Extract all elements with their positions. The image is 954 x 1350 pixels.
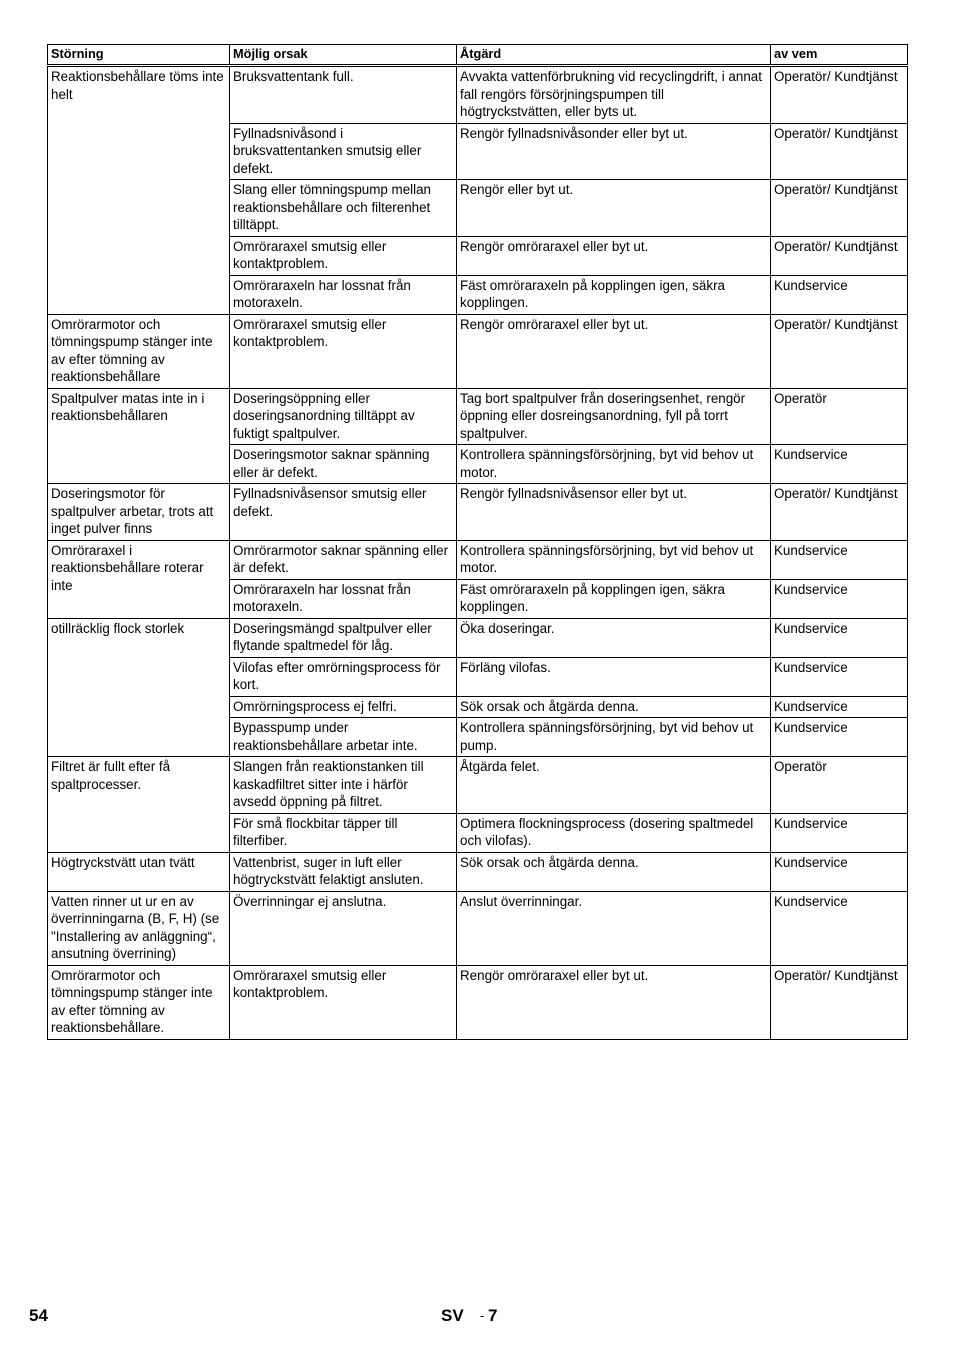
cause-cell: Omrörarmotor saknar spänning eller är defekt. xyxy=(230,540,457,579)
table-header-row xyxy=(48,45,908,66)
fault-cell: Filtret är fullt efter få spaltprocesser. xyxy=(48,757,230,853)
language-code: SV xyxy=(441,1306,464,1325)
fault-cell: Doseringsmotor för spaltpulver arbetar, trots att inget pulver finns xyxy=(48,484,230,541)
cause-cell: Fyllnadsnivåsensor smutsig eller defekt. xyxy=(230,484,457,541)
cause-cell: Vattenbrist, suger in luft eller högtryckstvätt felaktigt ansluten. xyxy=(230,852,457,891)
table-row xyxy=(48,891,908,965)
fault-cell: Spaltpulver matas inte in i reaktionsbehållaren xyxy=(48,388,230,484)
remedy-cell: Kontrollera spänningsförsörjning, byt vid behov ut motor. xyxy=(457,445,771,484)
by-whom-cell: Kundservice xyxy=(771,579,908,618)
cause-cell: Fyllnadsnivåsond i bruksvattentanken smutsig eller defekt. xyxy=(230,123,457,180)
cause-cell: Omrörningsprocess ej felfri. xyxy=(230,696,457,718)
header-fault: Störning xyxy=(48,45,230,66)
by-whom-cell: Kundservice xyxy=(771,696,908,718)
remedy-cell: Fäst omröraraxeln på kopplingen igen, säkra kopplingen. xyxy=(457,579,771,618)
cause-cell: Bypasspump under reaktionsbehållare arbetar inte. xyxy=(230,718,457,757)
cause-cell: För små flockbitar täpper till filterfiber. xyxy=(230,813,457,852)
table-row xyxy=(48,965,908,1039)
remedy-cell: Sök orsak och åtgärda denna. xyxy=(457,852,771,891)
table-row xyxy=(48,618,908,657)
remedy-cell: Sök orsak och åtgärda denna. xyxy=(457,696,771,718)
cause-cell: Omröraraxel smutsig eller kontaktproblem. xyxy=(230,236,457,275)
remedy-cell: Rengör fyllnadsnivåsensor eller byt ut. xyxy=(457,484,771,541)
by-whom-cell: Operatör/ Kundtjänst xyxy=(771,180,908,237)
remedy-cell: Rengör fyllnadsnivåsonder eller byt ut. xyxy=(457,123,771,180)
fault-cell: Högtryckstvätt utan tvätt xyxy=(48,852,230,891)
section-page-number: 7 xyxy=(488,1306,498,1325)
cause-cell: Överrinningar ej anslutna. xyxy=(230,891,457,965)
remedy-cell: Kontrollera spänningsförsörjning, byt vid behov ut motor. xyxy=(457,540,771,579)
page-number: 54 xyxy=(29,1306,48,1325)
cause-cell: Slang eller tömningspump mellan reaktionsbehållare och filterenhet tilltäppt. xyxy=(230,180,457,237)
fault-cell: otillräcklig flock storlek xyxy=(48,618,230,757)
troubleshooting-table xyxy=(47,44,908,1040)
cause-cell: Omröraraxeln har lossnat från motoraxeln. xyxy=(230,275,457,314)
by-whom-cell: Kundservice xyxy=(771,891,908,965)
header-cause: Möjlig orsak xyxy=(230,45,457,66)
remedy-cell: Tag bort spaltpulver från doseringsenhet, rengör öppning eller dosreingsanordning, fyll på torrt spaltpulver. xyxy=(457,388,771,445)
by-whom-cell: Operatör/ Kundtjänst xyxy=(771,236,908,275)
remedy-cell: Förläng vilofas. xyxy=(457,657,771,696)
cause-cell: Bruksvattentank full. xyxy=(230,66,457,124)
by-whom-cell: Operatör xyxy=(771,388,908,445)
by-whom-cell: Operatör/ Kundtjänst xyxy=(771,484,908,541)
fault-cell: Omröraraxel i reaktionsbehållare roterar inte xyxy=(48,540,230,618)
by-whom-cell: Kundservice xyxy=(771,813,908,852)
cause-cell: Omröraraxel smutsig eller kontaktproblem. xyxy=(230,314,457,388)
table-row xyxy=(48,66,908,124)
table-row xyxy=(48,757,908,814)
remedy-cell: Anslut överrinningar. xyxy=(457,891,771,965)
table-row xyxy=(48,484,908,541)
by-whom-cell: Kundservice xyxy=(771,852,908,891)
by-whom-cell: Kundservice xyxy=(771,540,908,579)
by-whom-cell: Operatör/ Kundtjänst xyxy=(771,123,908,180)
remedy-cell: Rengör omröraraxel eller byt ut. xyxy=(457,236,771,275)
cause-cell: Slangen från reaktionstanken till kaskadfiltret sitter inte i härför avsedd öppning på filtret. xyxy=(230,757,457,814)
by-whom-cell: Operatör/ Kundtjänst xyxy=(771,314,908,388)
remedy-cell: Fäst omröraraxeln på kopplingen igen, säkra kopplingen. xyxy=(457,275,771,314)
remedy-cell: Avvakta vattenförbrukning vid recyclingdrift, i annat fall rengörs försörjningspumpen till högtryckstvätten, eller byts ut. xyxy=(457,66,771,124)
table-row xyxy=(48,388,908,445)
by-whom-cell: Kundservice xyxy=(771,275,908,314)
remedy-cell: Rengör omröraraxel eller byt ut. xyxy=(457,314,771,388)
header-by-whom: av vem xyxy=(771,45,908,66)
cause-cell: Doseringsmotor saknar spänning eller är defekt. xyxy=(230,445,457,484)
table-row xyxy=(48,852,908,891)
header-remedy: Åtgärd xyxy=(457,45,771,66)
fault-cell: Reaktionsbehållare töms inte helt xyxy=(48,66,230,315)
by-whom-cell: Kundservice xyxy=(771,618,908,657)
remedy-cell: Kontrollera spänningsförsörjning, byt vid behov ut pump. xyxy=(457,718,771,757)
fault-cell: Omrörarmotor och tömningspump stänger inte av efter tömning av reaktionsbehållare. xyxy=(48,965,230,1039)
by-whom-cell: Operatör/ Kundtjänst xyxy=(771,965,908,1039)
by-whom-cell: Kundservice xyxy=(771,718,908,757)
cause-cell: Doseringsöppning eller doseringsanordning tilltäppt av fuktigt spaltpulver. xyxy=(230,388,457,445)
remedy-cell: Optimera flockningsprocess (dosering spaltmedel och vilofas). xyxy=(457,813,771,852)
footer-separator: - xyxy=(480,1308,485,1323)
table-body xyxy=(48,66,908,1040)
remedy-cell: Åtgärda felet. xyxy=(457,757,771,814)
by-whom-cell: Kundservice xyxy=(771,657,908,696)
remedy-cell: Rengör omröraraxel eller byt ut. xyxy=(457,965,771,1039)
fault-cell: Omrörarmotor och tömningspump stänger inte av efter tömning av reaktionsbehållare xyxy=(48,314,230,388)
fault-cell: Vatten rinner ut ur en av överrinningarna (B, F, H) (se "Installering av anläggning“, ansutning överrining) xyxy=(48,891,230,965)
by-whom-cell: Operatör xyxy=(771,757,908,814)
remedy-cell: Öka doseringar. xyxy=(457,618,771,657)
by-whom-cell: Kundservice xyxy=(771,445,908,484)
remedy-cell: Rengör eller byt ut. xyxy=(457,180,771,237)
cause-cell: Omröraraxel smutsig eller kontaktproblem. xyxy=(230,965,457,1039)
cause-cell: Vilofas efter omrörningsprocess för kort. xyxy=(230,657,457,696)
by-whom-cell: Operatör/ Kundtjänst xyxy=(771,66,908,124)
cause-cell: Omröraraxeln har lossnat från motoraxeln. xyxy=(230,579,457,618)
table-row xyxy=(48,540,908,579)
table-row xyxy=(48,314,908,388)
cause-cell: Doseringsmängd spaltpulver eller flytande spaltmedel för låg. xyxy=(230,618,457,657)
